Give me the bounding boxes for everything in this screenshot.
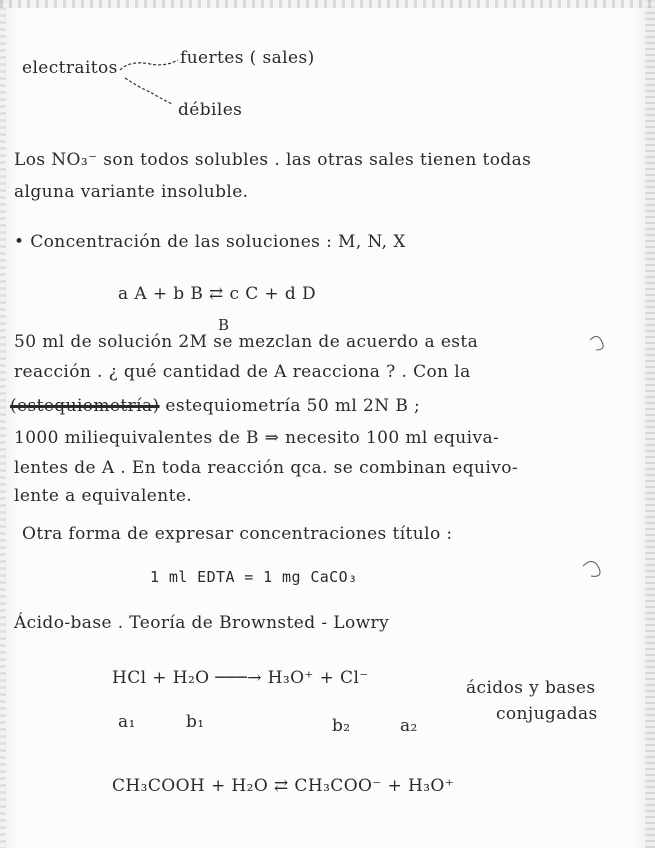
edta-equation: 1 ml EDTA = 1 mg CaCO₃ [150, 568, 358, 586]
acetic-acid-equation: CH₃COOH + H₂O ⇄ CH₃COO⁻ + H₃O⁺ [112, 776, 455, 796]
label-b2: b₂ [332, 716, 351, 736]
label-a1: a₁ [118, 712, 136, 732]
concentration-heading: • Concentración de las soluciones : M, N, X [14, 232, 406, 252]
no3-line-2: alguna variante insoluble. [14, 182, 249, 202]
label-a2: a₂ [400, 716, 418, 736]
b-mark: B [218, 316, 230, 334]
paragraph-line-4: 1000 miliequivalentes de B ⇒ necesito 100 ml equiva- [14, 428, 500, 448]
page-top-edge [0, 0, 655, 8]
no3-line-1: Los NO₃⁻ son todos solubles . las otras sales tienen todas [14, 150, 532, 170]
weak-electrolytes: débiles [178, 100, 243, 120]
page-left-edge [0, 0, 6, 848]
general-reaction: a A + b B ⇄ c C + d D [118, 284, 316, 304]
acids-bases-label-1: ácidos y bases [466, 678, 596, 698]
paragraph-line-1: 50 ml de solución 2M se mezclan de acuerdo a esta [14, 332, 479, 352]
label-b1: b₁ [186, 712, 205, 732]
acid-base-heading: Ácido-base . Teoría de Brownsted - Lowry [14, 613, 390, 633]
electrolytes-label: electraitos [22, 58, 118, 78]
paragraph-line-3 [10, 396, 420, 416]
paragraph-line-5: lentes de A . En toda reacción qca. se combinan equivo- [14, 458, 519, 478]
acids-bases-label-2: conjugadas [496, 704, 598, 724]
titulo-line: Otra forma de expresar concentraciones título : [22, 524, 453, 544]
paragraph-line-6: lente a equivalente. [14, 486, 193, 506]
page-right-edge [645, 0, 655, 848]
paragraph-line-2: reacción . ¿ qué cantidad de A reacciona ? . Con la [14, 362, 471, 382]
struck-word: (estequiometría) [10, 396, 160, 416]
strong-electrolytes: fuertes ( sales) [180, 48, 315, 68]
paragraph-line-3-text: estequiometría 50 ml 2N B ; [159, 396, 421, 416]
hcl-equation: HCl + H₂O ───→ H₃O⁺ + Cl⁻ [112, 668, 369, 688]
